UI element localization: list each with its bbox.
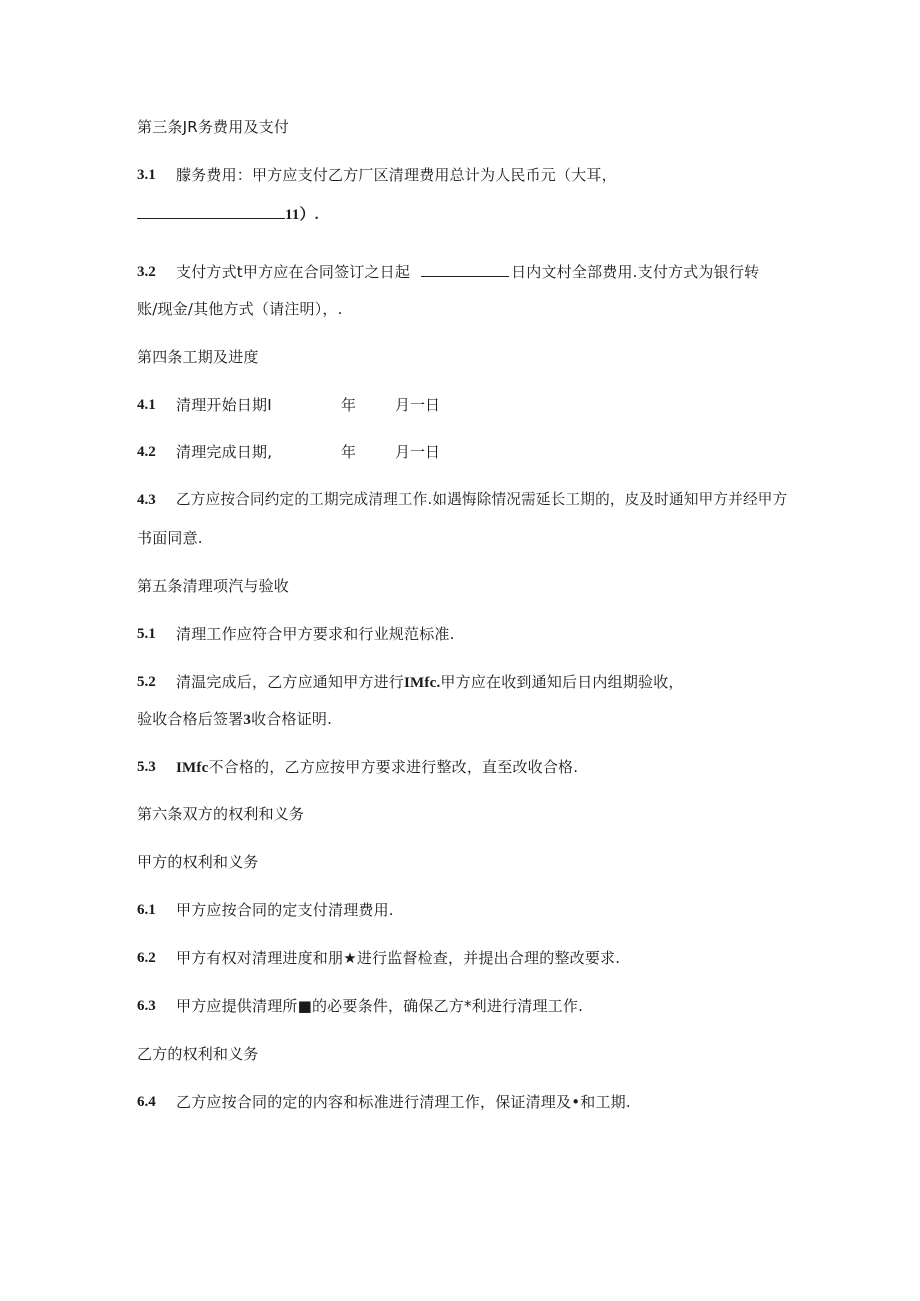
clause-5-2-number: 5.2 (137, 674, 156, 690)
amount-blank (137, 204, 285, 219)
clause-4-1-label: 清理开始日期I (176, 396, 272, 414)
days-blank (421, 262, 509, 277)
party-b-heading: 乙方的权利和义务 (137, 1045, 259, 1063)
clause-4-1-year: 年 (341, 396, 357, 414)
clause-3-2-continuation: 账/现金/其他方式（请注明），. (137, 300, 343, 318)
clause-5-1-number: 5.1 (137, 626, 156, 642)
section-5-heading: 第五条清理项汽与验收 (137, 577, 290, 595)
clause-4-3-text: 乙方应按合同约定的工期完成清理工作.如遇悔除情况需延长工期的，皮及时通知甲方并经甲方 (176, 491, 788, 508)
clause-5-2-bold-word: IMfc. (404, 675, 441, 691)
clause-3-1-cont-end: 11）. (285, 207, 319, 223)
clause-4-2-number: 4.2 (137, 444, 156, 460)
clause-5-2-cont-bold: 3 (243, 712, 252, 728)
clause-6-3-text: 甲方应提供清理所■的必要条件，确保乙方*利进行清理工作. (176, 997, 584, 1015)
clause-3-1-continuation (137, 204, 319, 225)
clause-4-3-continuation: 书面同意. (137, 529, 203, 547)
clause-4-2-year: 年 (341, 443, 357, 461)
clause-6-3-number: 6.3 (137, 998, 156, 1014)
clause-3-1-number: 3.1 (137, 167, 156, 183)
clause-6-2-text: 甲方有权对清理进度和朋★进行监督检查，并提出合理的整改要求. (176, 949, 621, 967)
clause-6-1-number: 6.1 (137, 902, 156, 918)
clause-3-2-text-after: 日内文村全部费用.支付方式为银行转 (511, 263, 760, 281)
clause-5-3-text (176, 757, 578, 778)
section-4-heading: 第四条工期及进度 (137, 348, 259, 366)
clause-5-2-text (176, 672, 684, 693)
clause-4-1-number: 4.1 (137, 397, 156, 413)
clause-6-1-text: 甲方应按合同的定支付清理费用. (176, 901, 394, 919)
clause-5-2-cont-after: 收合格证明. (251, 710, 333, 728)
clause-5-2-text-before: 清温完成后，乙方应通知甲方进行 (176, 673, 405, 691)
clause-3-2-text-before: 支付方式t甲方应在合同签订之日起 (176, 263, 411, 281)
clause-3-2-text (176, 262, 759, 282)
section-6-heading: 第六条双方的权利和义务 (137, 805, 305, 823)
clause-3-2-number: 3.2 (137, 264, 156, 280)
party-a-heading: 甲方的权利和义务 (137, 853, 259, 871)
clause-5-3-bold-word: IMfc (176, 760, 209, 776)
clause-5-2-text-after: 甲方应在收到通知后日内组期验收， (440, 673, 684, 691)
clause-5-2-continuation (137, 709, 332, 730)
clause-4-1-month-day: 月一日 (395, 396, 441, 414)
clause-5-3-text-rest: 不合格的，乙方应按甲方要求进行整改，直至改收合格. (208, 758, 579, 776)
clause-6-2-number: 6.2 (137, 950, 156, 966)
clause-6-4-text: 乙方应按合同的定的内容和标准进行清理工作，保证清理及•和工期. (176, 1093, 631, 1111)
clause-5-3-number: 5.3 (137, 759, 156, 775)
section-3-heading: 第三条JR务费用及支付 (137, 118, 290, 136)
clause-4-2-label: 清理完成日期, (176, 443, 273, 461)
clause-4-3-number: 4.3 (137, 492, 156, 508)
clause-5-1-text: 清理工作应符合甲方要求和行业规范标准. (176, 625, 455, 643)
clause-3-1-text: 朦务费用：甲方应支付乙方厂区清理费用总计为人民币元（大耳， (176, 166, 617, 184)
clause-4-2-month-day: 月一日 (395, 443, 441, 461)
clause-5-2-cont-before: 验收合格后签署 (137, 710, 244, 728)
clause-6-4-number: 6.4 (137, 1094, 156, 1110)
